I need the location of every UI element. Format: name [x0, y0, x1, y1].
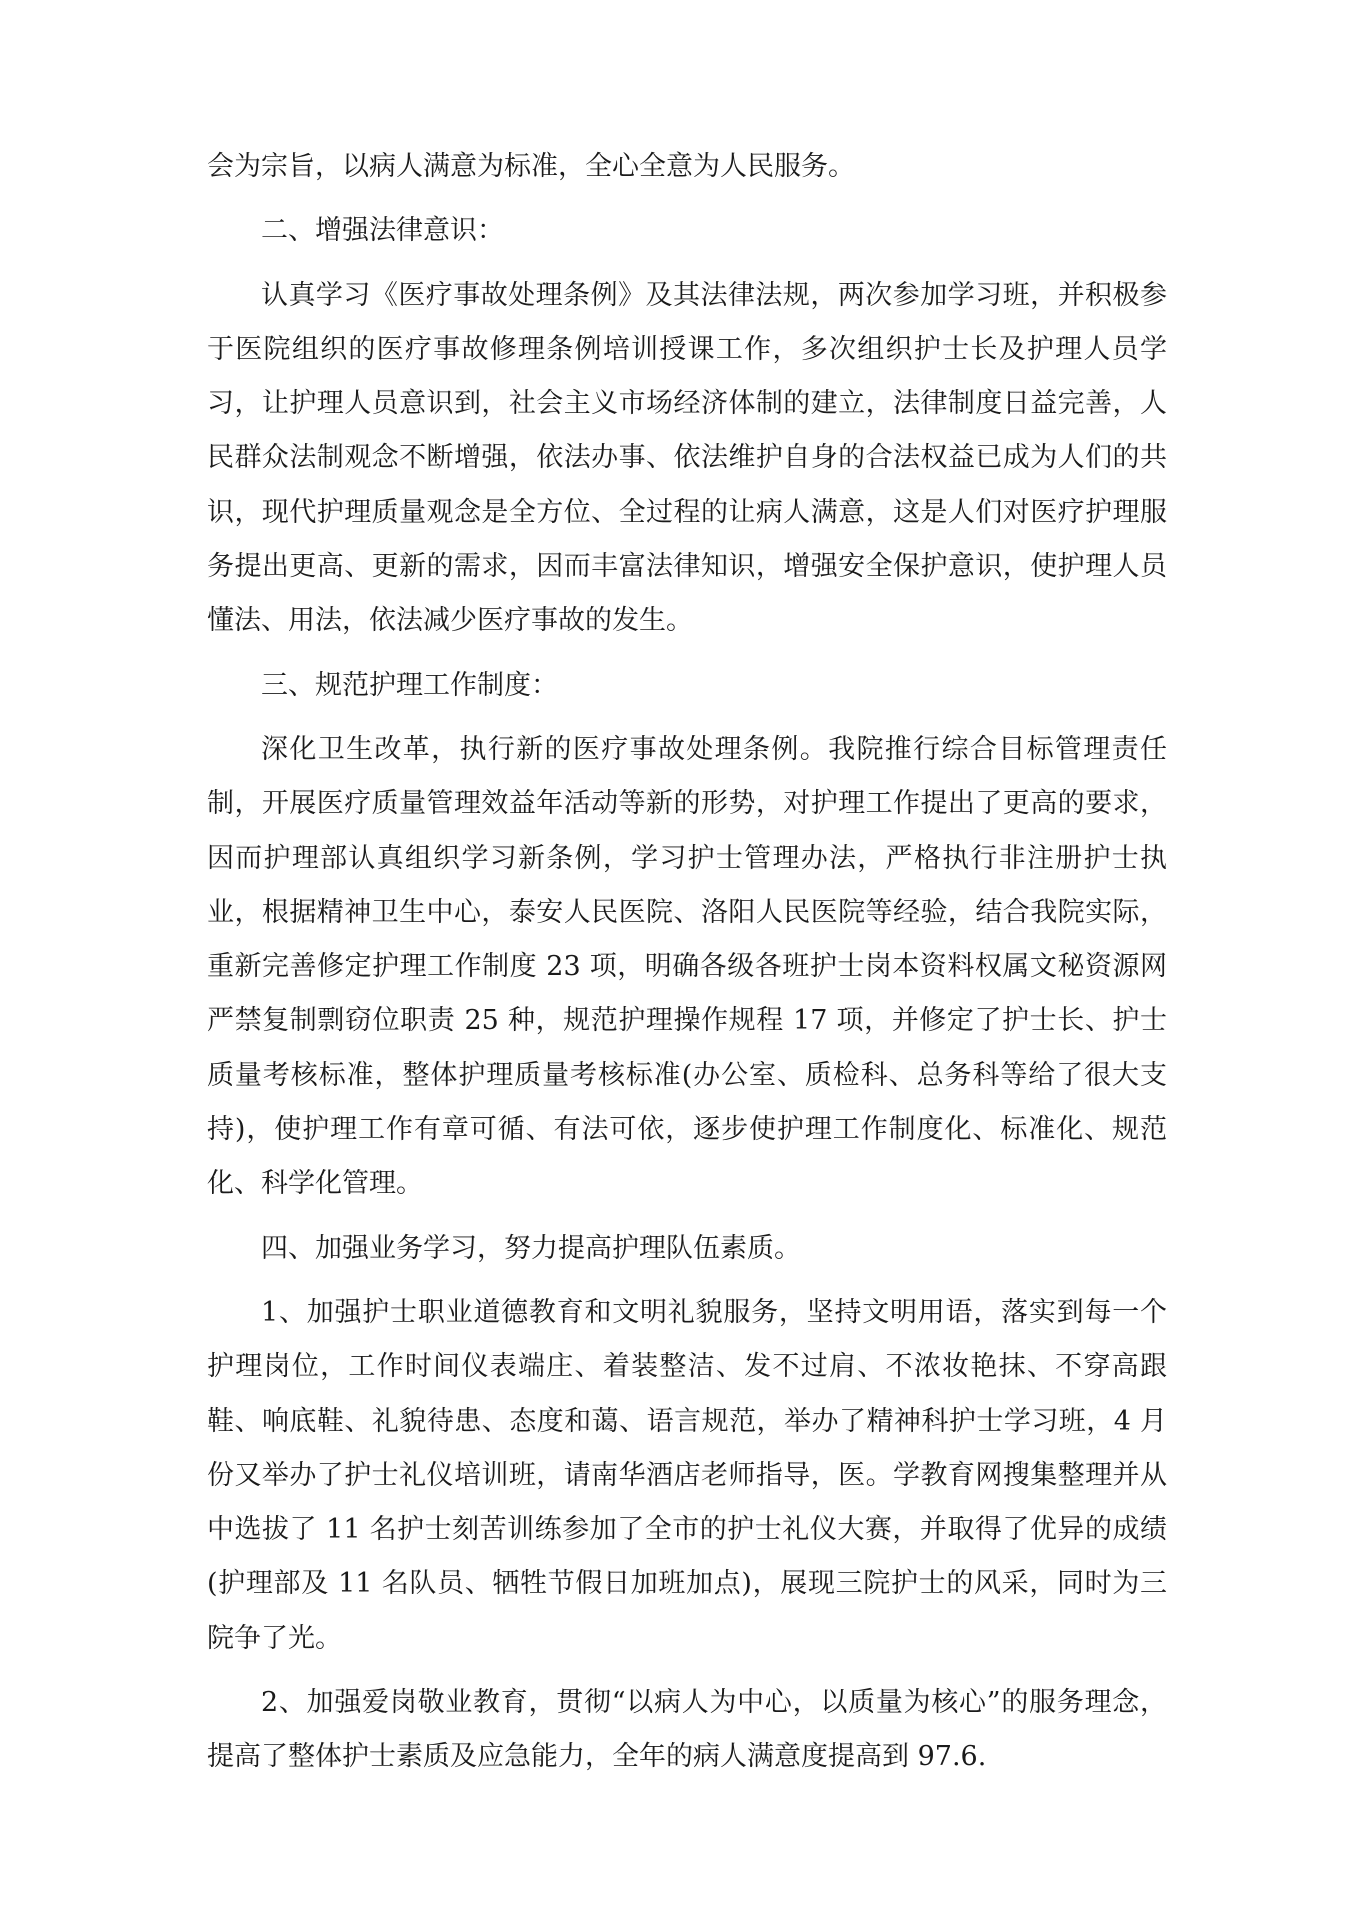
- section-heading-nursing-rules: 三、规范护理工作制度：: [261, 669, 558, 701]
- paragraph-nursing-rules: 深化卫生改革，执行新的医疗事故处理条例。我院推行综合目标管理责任制，开展医疗质量管理效益年活动等新的形势，对护理工作提出了更高的要求，因而护理部认真组织学习新条例，学习护士管理办法，严格执行非注册护士执业，根据精神卫生中心，泰安人民医院、洛阳人民医院等经验，结合我院实际，重新完善修定护理工作制度 23 项，明确各级各班护士岗本资料权属文秘资源网严禁复制剽窃位职责 25 种，规范护理操作规程 17 项，并修定了护士长、护士质量考核标准，整体护理质量考核标准(办公室、质检科、总务科等给了很大支持)，使护理工作有章可循、有法可依，逐步使护理工作制度化、标准化、规范化、科学化管理。: [207, 733, 1167, 1200]
- paragraph-item-2: 2、加强爱岗敬业教育，贯彻“以病人为中心，以质量为核心”的服务理念，提高了整体护士素质及应急能力，全年的病人满意度提高到 97.6.: [207, 1687, 1167, 1773]
- paragraph-continuation: 会为宗旨，以病人满意为标准，全心全意为人民服务。: [207, 151, 855, 182]
- section-heading-legal-awareness: 二、增强法律意识：: [261, 215, 504, 247]
- paragraph-legal-study: 认真学习《医疗事故处理条例》及其法律法规，两次参加学习班，并积极参于医院组织的医疗事故修理条例培训授课工作，多次组织护士长及护理人员学习，让护理人员意识到，社会主义市场经济体制的建立，法律制度日益完善，人民群众法制观念不断增强，依法办事、依法维护自身的合法权益已成为人们的共识，现代护理质量观念是全方位、全过程的让病人满意，这是人们对医疗护理服务提出更高、更新的需求，因而丰富法律知识，增强安全保护意识，使护理人员懂法、用法，依法减少医疗事故的发生。: [207, 279, 1167, 637]
- section-heading-professional-study: 四、加强业务学习，努力提高护理队伍素质。: [261, 1232, 801, 1264]
- paragraph-item-1: 1、加强护士职业道德教育和文明礼貌服务，坚持文明用语，落实到每一个护理岗位，工作时间仪表端庄、着装整洁、发不过肩、不浓妆艳抹、不穿高跟鞋、响底鞋、礼貌待患、态度和蔼、语言规范，举办了精神科护士学习班，4 月份又举办了护士礼仪培训班，请南华酒店老师指导，医。学教育网搜集整理并从中选拔了 11 名护士刻苦训练参加了全市的护士礼仪大赛，并取得了优异的成绩(护理部及 11 名队员、牺牲节假日加班加点)，展现三院护士的风采，同时为三院争了光。: [207, 1296, 1167, 1654]
- document-body: [207, 140, 1167, 1785]
